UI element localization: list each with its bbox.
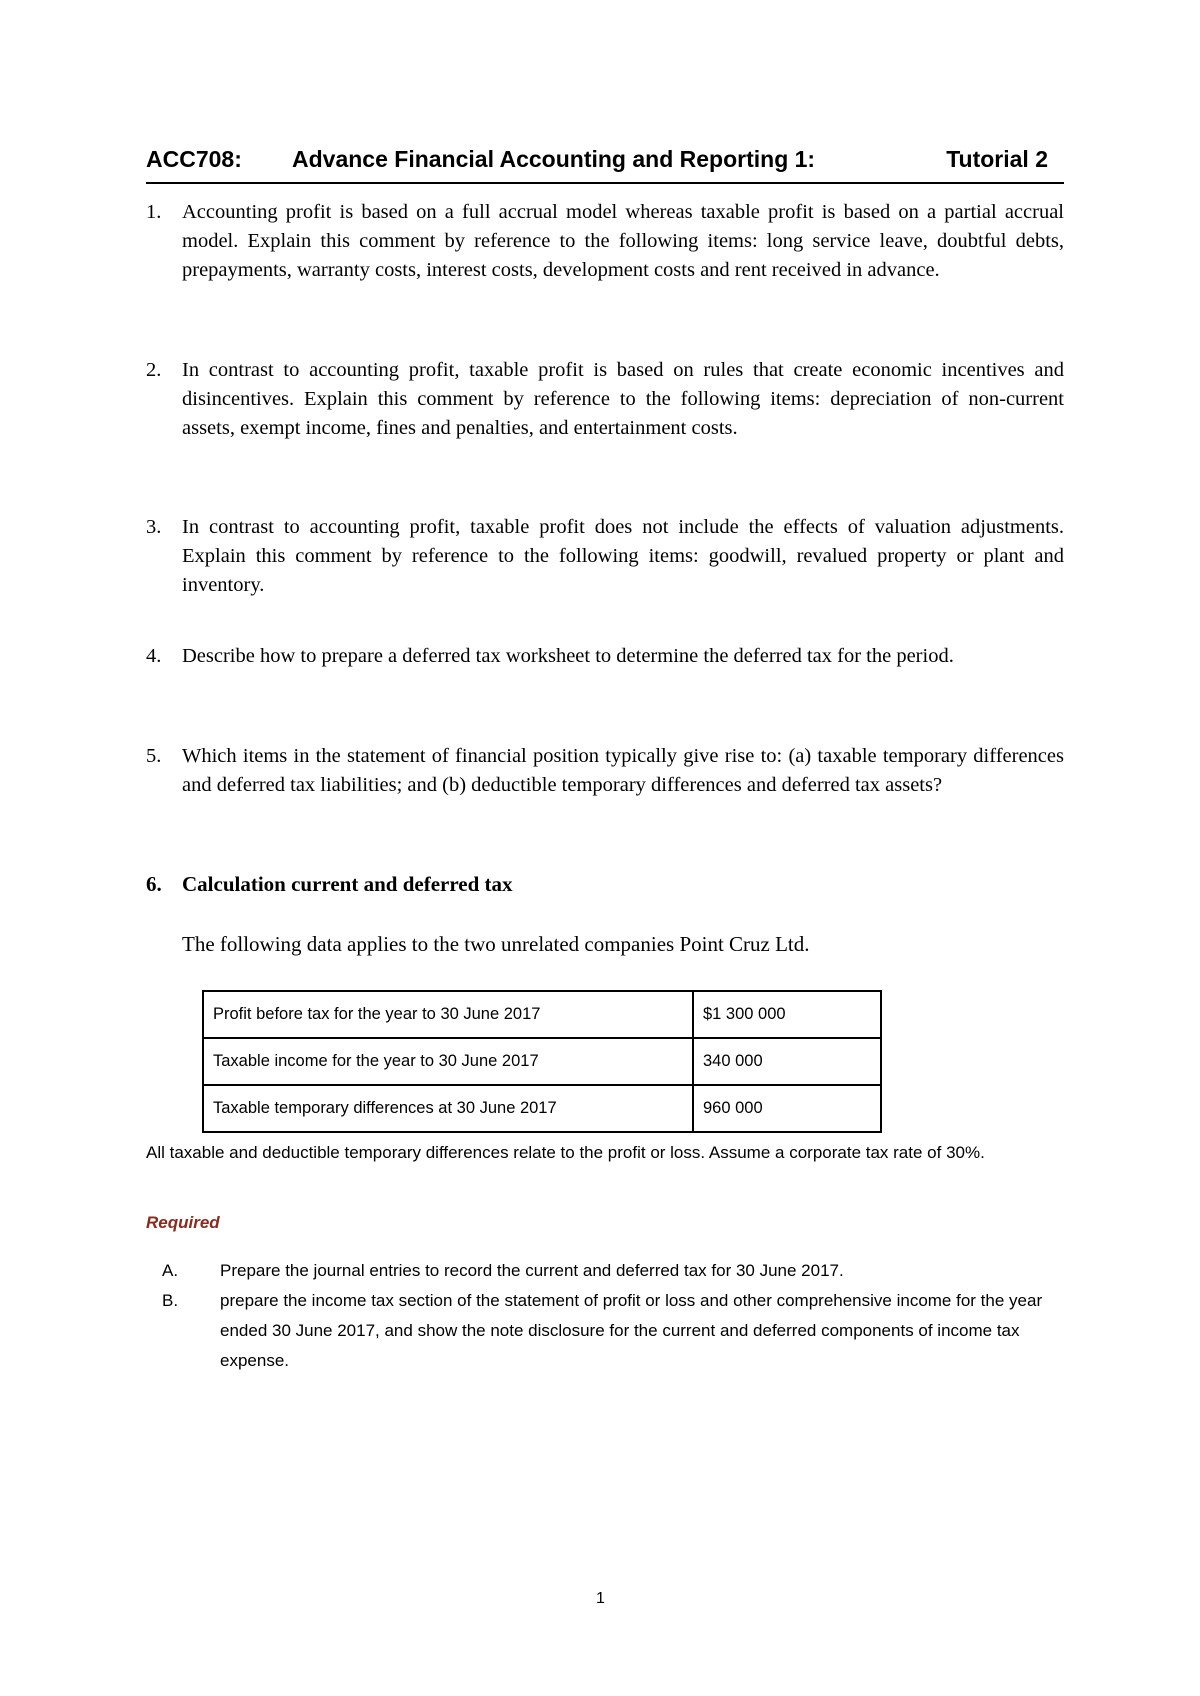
- question-text: In contrast to accounting profit, taxable profit does not include the effects of valuation adjustments. Explain this comment by reference to the following items: goodwill, revalued property or plant and inventory.: [182, 516, 1064, 596]
- question-4: [146, 642, 1064, 671]
- question-2: [146, 356, 1064, 443]
- data-table: [202, 990, 882, 1133]
- course-code: ACC708:: [146, 146, 242, 172]
- question-text: Describe how to prepare a deferred tax worksheet to determine the deferred tax for the period.: [182, 645, 954, 667]
- course-title: Advance Financial Accounting and Reporting 1:: [292, 146, 816, 172]
- required-item-b: [162, 1286, 1062, 1376]
- table-cell-value: 960 000: [693, 1085, 881, 1132]
- question-text: Accounting profit is based on a full accrual model whereas taxable profit is based on a partial accrual model. Explain this comment by reference to the following items: long service leave, doubtful debts, prepayments, warranty costs, interest costs, development costs and rent received in advance.: [182, 201, 1064, 281]
- required-item-a: [162, 1256, 1062, 1286]
- section-heading: Calculation current and deferred tax: [182, 872, 513, 896]
- page-header: [146, 146, 1064, 184]
- question-5: [146, 742, 1064, 800]
- required-letter: B.: [162, 1291, 179, 1310]
- question-3: [146, 513, 1064, 600]
- table-row: [203, 991, 881, 1038]
- question-number: 5.: [146, 745, 162, 767]
- table-cell-label: Taxable income for the year to 30 June 2017: [203, 1038, 693, 1085]
- tutorial-label: Tutorial 2: [946, 146, 1048, 172]
- required-text: prepare the income tax section of the statement of profit or loss and other comprehensive income for the year ended 30 June 2017, and show the note disclosure for the current and deferred components of income tax expense.: [220, 1291, 1043, 1370]
- table-row: [203, 1085, 881, 1132]
- page-number: 1: [596, 1590, 605, 1607]
- question-number: 1.: [146, 201, 162, 223]
- table-cell-label: Taxable temporary differences at 30 June 2017: [203, 1085, 693, 1132]
- question-text: Which items in the statement of financial position typically give rise to: (a) taxable temporary differences and deferred tax liabilities; and (b) deductible temporary differences and deferred tax assets?: [182, 745, 1064, 796]
- table-cell-value: 340 000: [693, 1038, 881, 1085]
- section-6-title: [146, 872, 513, 897]
- required-text: Prepare the journal entries to record the current and deferred tax for 30 June 2017.: [220, 1261, 844, 1280]
- section-number: 6.: [146, 872, 162, 896]
- table-row: [203, 1038, 881, 1085]
- question-number: 2.: [146, 359, 162, 381]
- question-text: In contrast to accounting profit, taxable profit is based on rules that create economic incentives and disincentives. Explain this comment by reference to the following items: depreciation of non-current assets, exempt income, fines and penalties, and entertainment costs.: [182, 359, 1064, 439]
- question-number: 4.: [146, 645, 162, 667]
- required-letter: A.: [162, 1261, 179, 1280]
- tax-note: All taxable and deductible temporary differences relate to the profit or loss. Assume a corporate tax rate of 30%.: [146, 1143, 985, 1162]
- question-number: 3.: [146, 516, 162, 538]
- section-6-intro: The following data applies to the two unrelated companies Point Cruz Ltd.: [182, 932, 810, 956]
- required-label: Required: [146, 1213, 220, 1232]
- question-1: [146, 198, 1064, 285]
- table-cell-label: Profit before tax for the year to 30 June 2017: [203, 991, 693, 1038]
- table-cell-value: $1 300 000: [693, 991, 881, 1038]
